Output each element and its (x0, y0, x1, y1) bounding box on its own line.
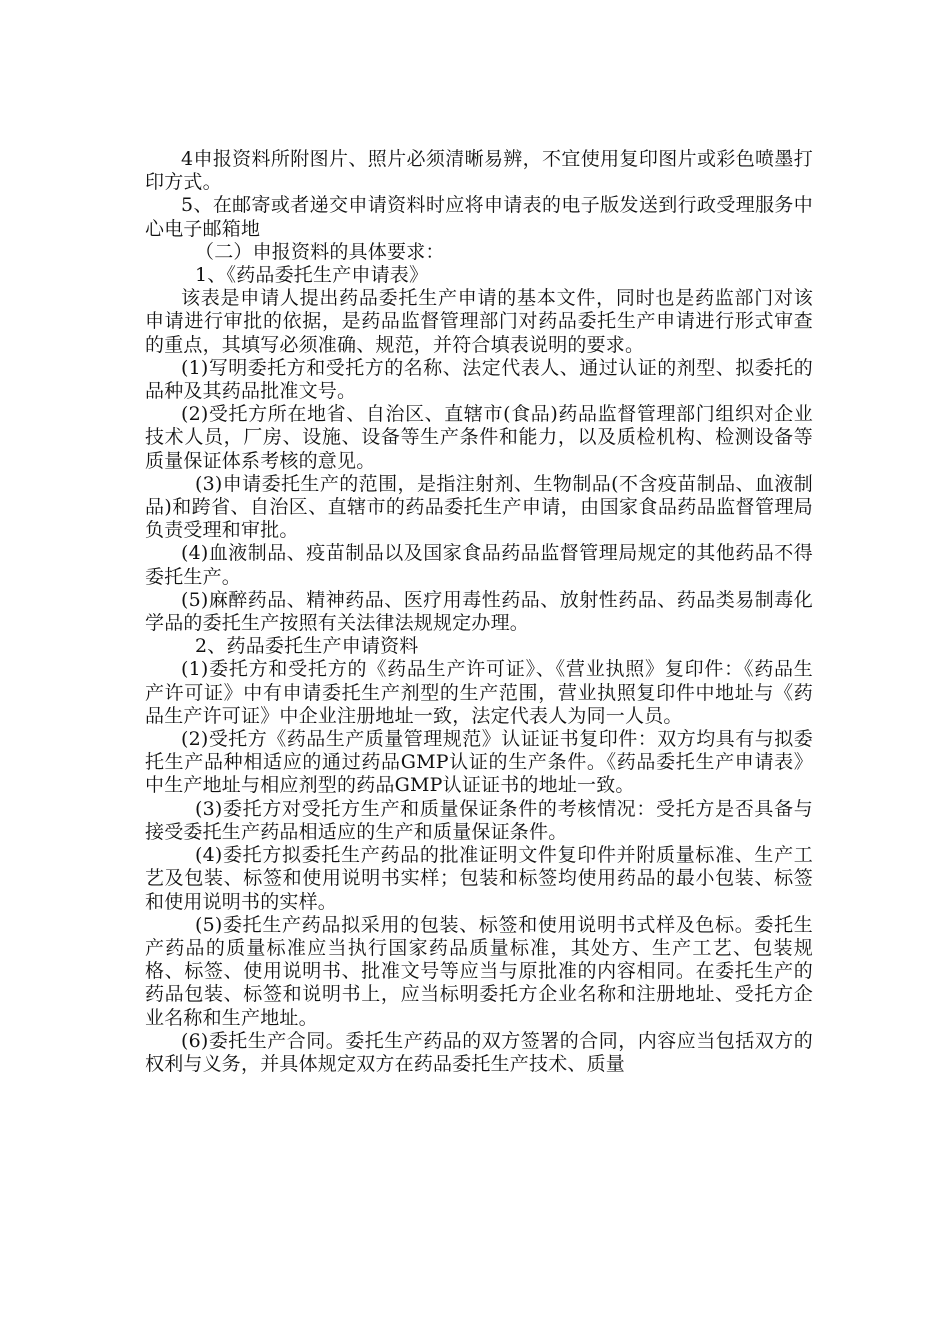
paragraph-materials-item-5: (5)委托生产药品拟采用的包装、标签和使用说明书式样及色标。委托生产药品的质量标准应当执行国家药品质量标准，其处方、生产工艺、包装规格、标签、使用说明书、批准文号等应当与原批准的内容相同。在委托生产的药品包装、标签和说明书上，应当标明委托方企业名称和注册地址、受托方企业名称和生产地址。 (145, 913, 813, 1029)
paragraph-materials-item-2: (2)受托方《药品生产质量管理规范》认证证书复印件：双方均具有与拟委托生产品种相适应的通过药品GMP认证的生产条件。《药品委托生产申请表》中生产地址与相应剂型的药品GMP认证证书的地址一致。 (145, 728, 813, 797)
section-heading-requirements: （二）申报资料的具体要求： (195, 240, 445, 263)
document-body (145, 148, 813, 1076)
subsection-heading-application-materials: 2、药品委托生产申请资料 (195, 635, 419, 658)
paragraph-materials-item-1: (1)委托方和受托方的《药品生产许可证》、《营业执照》复印件：《药品生产许可证》中有申请委托生产剂型的生产范围，营业执照复印件中地址与《药品生产许可证》中企业注册地址一致，法定代表人为同一人员。 (145, 658, 813, 727)
paragraph-form-item-5: (5)麻醉药品、精神药品、医疗用毒性药品、放射性药品、药品类易制毒化学品的委托生产按照有关法律法规规定办理。 (145, 588, 813, 635)
paragraph-form-item-2: (2)受托方所在地省、自治区、直辖市(食品)药品监督管理部门组织对企业技术人员，厂房、设施、设备等生产条件和能力，以及质检机构、检测设备等质量保证体系考核的意见。 (145, 403, 813, 472)
paragraph-form-item-4: (4)血液制品、疫苗制品以及国家食品药品监督管理局规定的其他药品不得委托生产。 (145, 542, 813, 588)
subsection-heading-application-form: 1、《药品委托生产申请表》 (195, 264, 429, 287)
paragraph-form-item-1: (1)写明委托方和受托方的名称、法定代表人、通过认证的剂型、拟委托的品种及其药品批准文号。 (145, 356, 813, 403)
paragraph-form-item-3: (3)申请委托生产的范围，是指注射剂、生物制品(不含疫苗制品、血液制品)和跨省、自治区、直辖市的药品委托生产申请，由国家食品药品监督管理局负责受理和审批。 (145, 472, 813, 542)
paragraph-form-description: 该表是申请人提出药品委托生产申请的基本文件，同时也是药监部门对该申请进行审批的依据，是药品监督管理部门对药品委托生产申请进行形式审查的重点，其填写必须准确、规范，并符合填表说明的要求。 (145, 287, 813, 356)
paragraph-materials-item-3: (3)委托方对受托方生产和质量保证条件的考核情况：受托方是否具备与接受委托生产药品相适应的生产和质量保证条件。 (145, 797, 813, 843)
paragraph-materials-item-6: (6)委托生产合同。委托生产药品的双方签署的合同，内容应当包括双方的权利与义务，并具体规定双方在药品委托生产技术、质量 (145, 1029, 813, 1075)
paragraph-materials-item-4: (4)委托方拟委托生产药品的批准证明文件复印件并附质量标准、生产工艺及包装、标签和使用说明书实样；包装和标签均使用药品的最小包装、标签和使用说明书的实样。 (145, 844, 813, 913)
paragraph-item-5: 5、在邮寄或者递交申请资料时应将申请表的电子版发送到行政受理服务中心电子邮箱地 (145, 194, 813, 240)
paragraph-item-4: 4申报资料所附图片、照片必须清晰易辨，不宜使用复印图片或彩色喷墨打印方式。 (145, 148, 813, 194)
